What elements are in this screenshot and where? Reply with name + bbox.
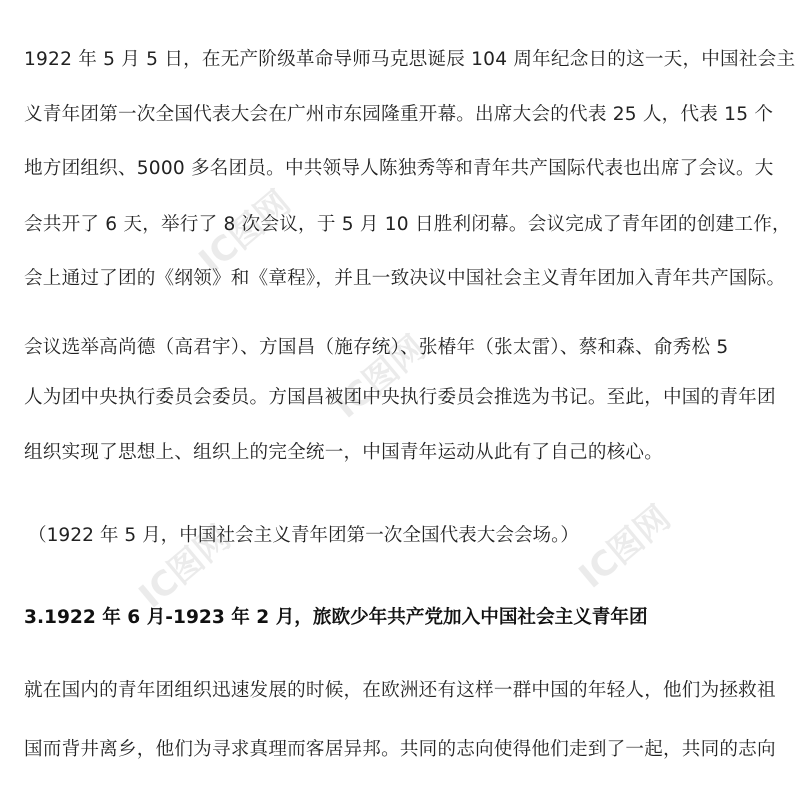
- paragraph-line: 会上通过了团的《纲领》和《章程》，并且一致决议中国社会主义青年团加入青年共产国际。: [24, 268, 786, 289]
- section-heading: 3.1922 年 6 月-1923 年 2 月，旅欧少年共产党加入中国社会主义青年团: [24, 607, 648, 628]
- paragraph-line: 会共开了 6 天，举行了 8 次会议，于 5 月 10 日胜利闭幕。会议完成了青年团的创建工作，: [24, 214, 791, 235]
- paragraph-line: 组织实现了思想上、组织上的完全统一，中国青年运动从此有了自己的核心。: [24, 442, 663, 463]
- watermark: IC图网: [571, 497, 679, 597]
- watermark: IC图网: [191, 182, 299, 282]
- paragraph-line: 国而背井离乡，他们为寻求真理而客居异邦。共同的志向使得他们走到了一起，共同的志向: [24, 739, 776, 760]
- watermark: IC图网: [131, 517, 239, 617]
- paragraph-line: 义青年团第一次全国代表大会在广州市东园隆重开幕。出席大会的代表 25 人，代表 15 个: [24, 104, 774, 125]
- image-caption: （1922 年 5 月，中国社会主义青年团第一次全国代表大会会场。）: [28, 525, 580, 546]
- paragraph-line: 就在国内的青年团组织迅速发展的时候，在欧洲还有这样一群中国的年轻人，他们为拯救祖: [24, 680, 776, 701]
- paragraph-line: 地方团组织、5000 多名团员。中共领导人陈独秀等和青年共产国际代表也出席了会议。大: [24, 158, 774, 179]
- paragraph-line: 1922 年 5 月 5 日，在无产阶级革命导师马克思诞辰 104 周年纪念日的这一天，中国社会主: [24, 49, 796, 70]
- paragraph-line: 人为团中央执行委员会委员。方国昌被团中央执行委员会推选为书记。至此，中国的青年团: [24, 387, 776, 408]
- watermark: IC图网: [326, 327, 434, 427]
- paragraph-line: 会议选举高尚德（高君宇）、方国昌（施存统）、张椿年（张太雷）、蔡和森、俞秀松 5: [24, 337, 729, 358]
